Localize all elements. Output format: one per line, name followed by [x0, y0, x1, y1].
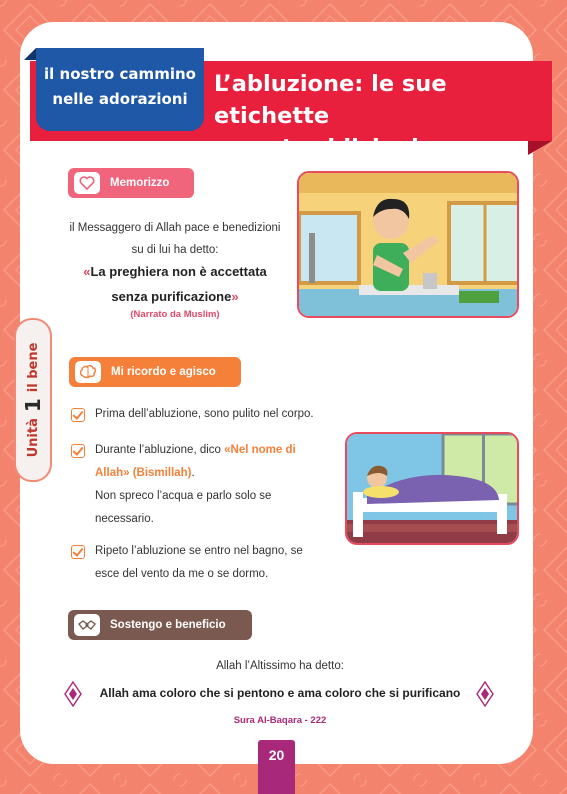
unit-box-fold: [24, 48, 36, 60]
brain-icon: [75, 361, 101, 383]
checkbox-icon: [71, 545, 85, 559]
item2-prefix: Durante l’abluzione, dico: [95, 444, 225, 456]
handshake-icon: [74, 614, 100, 636]
unit-subtitle-line1: il nostro cammino: [44, 65, 196, 83]
boy-washing-illustration: [297, 171, 519, 318]
memorize-label-text: Memorizzo: [110, 177, 170, 189]
boy-sleeping-illustration: [345, 432, 519, 545]
quran-intro: Allah l’Altissimo ha detto:: [216, 660, 344, 672]
hadith-quote: [40, 259, 310, 309]
remember-label-text: Mi ricordo e agisco: [111, 366, 216, 378]
hadith-quote-line1: La preghiera non è accettata: [90, 264, 267, 279]
page-title-line2: e contraddizioni: [214, 135, 419, 161]
page-title: [214, 68, 544, 164]
unit-name: il bene: [25, 342, 41, 393]
item2-highlight-2: Allah» (Bismillah): [95, 467, 192, 479]
item2-line4: necessario.: [95, 513, 154, 525]
remember-item-3: [95, 540, 340, 586]
hadith-quote-line2: senza purificazione: [111, 289, 232, 304]
remember-label: [69, 357, 241, 387]
item3-line2: esce del vento da me o se dormo.: [95, 568, 269, 580]
item2-line3: Non spreco l’acqua e parlo solo se: [95, 490, 272, 502]
ornament-right-icon: [476, 681, 494, 707]
hadith-intro-line1: il Messaggero di Allah pace e benedizioni: [69, 222, 281, 234]
quran-source: Sura Al-Baqara - 222: [233, 715, 327, 726]
remember-item-2: [95, 439, 340, 531]
page-title-line1: L’abluzione: le sue etichette: [214, 71, 447, 129]
hadith-intro: [40, 217, 310, 261]
unit-number: 1: [21, 398, 45, 413]
item2-highlight-1: «Nel nome di: [224, 444, 296, 456]
item2-after: .: [191, 467, 195, 479]
hadith-source: (Narrato da Muslim): [130, 309, 220, 320]
quote-close-mark: »: [231, 289, 239, 304]
support-label-text: Sostengo e beneficio: [110, 619, 226, 631]
unit-subtitle-line2: nelle adorazioni: [52, 90, 188, 108]
checkbox-icon: [71, 408, 85, 422]
item3-line1: Ripeto l’abluzione se entro nel bagno, se: [95, 545, 303, 557]
unit-word: Unità: [25, 418, 41, 458]
hadith-intro-line2: su di lui ha detto:: [131, 244, 219, 256]
checkbox-icon: [71, 444, 85, 458]
quote-open-mark: «: [83, 264, 91, 279]
support-label: [68, 610, 252, 640]
quran-verse: Allah ama coloro che si pentono e ama coloro che si purificano: [99, 686, 461, 700]
unit-side-label: [21, 343, 45, 458]
unit-subtitle: [36, 62, 204, 112]
page-number: 20: [258, 740, 295, 794]
memorize-label: [68, 168, 194, 198]
remember-item-1: Prima dell’abluzione, sono pulito nel corpo.: [95, 408, 314, 420]
heart-icon: [74, 172, 100, 194]
